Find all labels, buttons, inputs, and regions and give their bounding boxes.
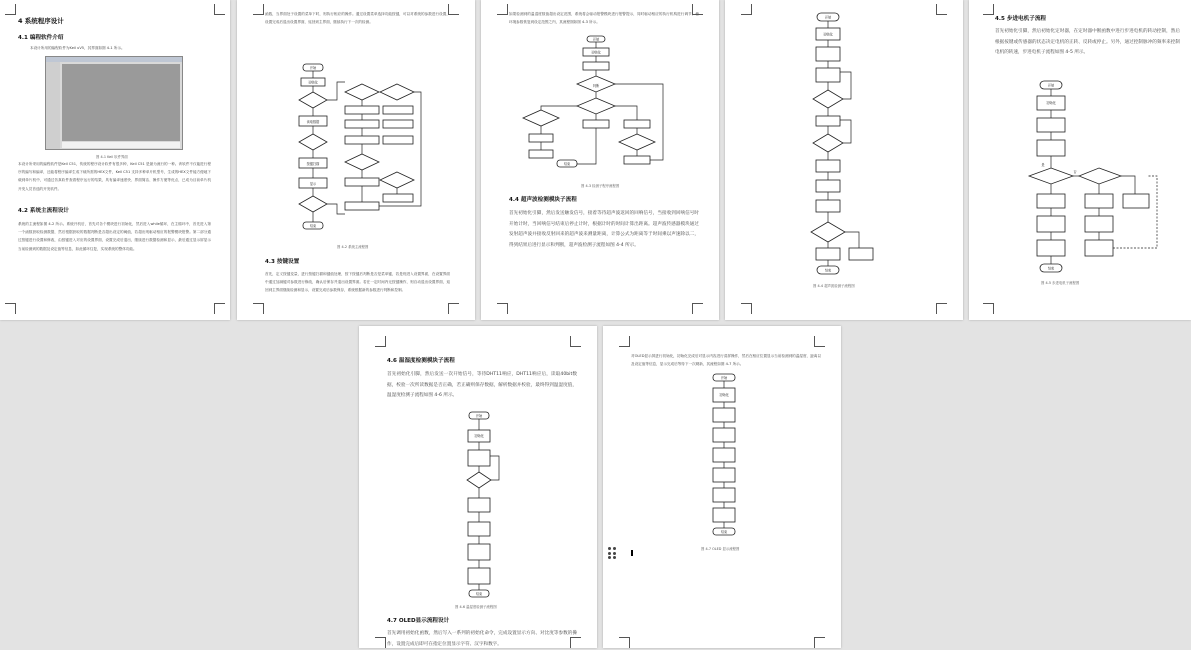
section-4-6-body: 首先初始化引脚，然后发送一次开始信号，等待DHT11响应，DHT11响应后，读取40bit数据，校验一次所读数据是否正确，若正确则保存数据，解析数据并校验，最终得到温湿度值，温湿度检测子流程如图 4-6 所示。: [387, 372, 577, 398]
section-4-6-title: 4.6 温湿度检测模块子流程: [387, 358, 455, 364]
flow-end-label: 结束: [309, 224, 317, 228]
document-page-4[interactable]: [725, 0, 963, 320]
page-2-top-text: 函数，当界面处于设置的菜单下时，则执行相应的操作。通过设置菜单选择功能按键，可以对系统的参数进行设置，设置完成后退出设置界面，返回到主界面，继续执行下一次的检测。: [265, 12, 450, 25]
flow7-start-label: 开始: [720, 375, 728, 380]
system-main-flowchart: [287, 62, 437, 242]
flow3-judge-label: 判断: [592, 84, 600, 88]
text-cursor-icon: [631, 550, 633, 556]
keil-software-screenshot: [45, 56, 183, 150]
flow5-end-label: 结束: [1047, 266, 1055, 271]
flow5-yes-label: 是: [1041, 163, 1045, 167]
flow3-end-label: 结束: [563, 162, 571, 166]
section-4-3-body: 首先，定义按键变量，进行按键扫描和键值处理，按下按键后判断是否是菜单键，若是则进入设置界面，在设置界面中通过加减键对参数进行修改，确认后保存并退出设置界面。若在一定时间内无按键操作，则自动退出设置界面，返回到主界面继续检测和显示，设置完成后参数保存，系统根据新的参数进行判断和控制。: [265, 272, 450, 293]
stepper-motor-flowchart: [1023, 78, 1183, 278]
drag-handle-icon[interactable]: [608, 547, 617, 559]
flow4-init-label: 初始化: [823, 32, 833, 37]
flow-start-label: 开始: [309, 66, 317, 70]
dht11-flowchart: [455, 410, 535, 600]
flow5-start-label: 开始: [1047, 83, 1055, 88]
figure-4-6-caption: 图 4-6 温湿度检测子流程图: [455, 605, 497, 609]
document-page-1[interactable]: [0, 0, 230, 320]
flow-init-label: 初始化: [308, 80, 318, 85]
document-page-7[interactable]: [603, 326, 841, 648]
flow6-end-label: 结束: [475, 592, 483, 596]
ultrasonic-flowchart: [803, 10, 913, 280]
figure-4-2-caption: 图 4-2 系统主流程图: [337, 245, 369, 249]
flow3-init-label: 初始化: [591, 50, 601, 55]
figure-4-7-caption: 图 4-7 OLED 显示流程图: [701, 547, 740, 551]
chapter-heading: 4 系统程序设计: [18, 17, 64, 25]
section-4-4-body: 首先初始化引脚，然后发送触发信号，接着等待超声波返回的回响信号，当接收到回响信号时开始计时，当回响信号结束后停止计时，根据计时的时间计算出距离。超声波传感器模块通过发射超声波并接收反射回来的超声波来测量距离，计算公式为距离等于时间乘以声速除以二，得到结果后进行显示和判断，超声波检测子流程如图 4-4 所示。: [509, 211, 699, 248]
flow5-init-label: 初始化: [1046, 101, 1056, 105]
flow-key-label: 按键扫描: [306, 162, 320, 166]
document-page-3[interactable]: [481, 0, 719, 320]
section-4-7-title: 4.7 OLED显示流程设计: [387, 618, 450, 624]
figure-4-1-caption: 图 4-1 Keil 软件界面: [96, 155, 128, 159]
flow6-start-label: 开始: [475, 413, 483, 418]
section-4-1-intro: 本设计所用的编程软件为Keil uV5，其界面如图 4-1 所示。: [30, 46, 125, 50]
section-4-5-body: 首先初始化引脚，然后初始化定时器，在定时器中断函数中进行步进电机的转动控制，然后根据按键或传感器的状态决定电机的正转、反转或停止。另外，通过控制脉冲的频率来控制电机的转速，步进电机子流程如图 4-5 所示。: [995, 29, 1180, 55]
document-page-2[interactable]: [237, 0, 475, 320]
section-4-5-title: 4.5 步进电机子流程: [995, 16, 1047, 22]
section-4-2-body: 系统的主流程如图 4-2 所示。系统开机后，首先对各个模块进行初始化，然后进入while循环，在主循环中，首先进入第一个函数获取检测数据，然后根据获取的数据判断是否超出设定的阈值，若超出则驱动相应的报警模块报警。第二部分通过按键进行设置和修改，由按键进入对应的设置界面，设置完成后退出，继续进行数据检测和显示，最后通过显示屏显示当前检测到的数据及设定值等信息，如此循环往复，实现系统的整体功能。: [18, 222, 211, 251]
flow-display-label: 显示: [309, 182, 317, 186]
flow3-start-label: 开始: [592, 37, 600, 42]
flow4-end-label: 结束: [824, 268, 832, 273]
flow6-init-label: 初始化: [474, 434, 484, 438]
page-3-top-text: 如果检测到的温湿度数值超出设定范围，系统将会驱动报警模块进行报警提示，同时驱动相应的执行机构进行调节，使环境参数恢复到设定范围之内，其流程图如图 4-3 所示。: [509, 12, 699, 25]
flow7-end-label: 结束: [720, 530, 728, 534]
document-page-6[interactable]: [359, 326, 597, 648]
section-4-1-title: 4.1 编程软件介绍: [18, 35, 64, 41]
page-7-top-text: 对OLED显示屏进行初始化，初始化完成后对显示内容进行清屏操作，然后在相应位置显示当前检测到的温湿度、距离以及设定值等信息，显示完成后等待下一次刷新，其流程如图 4-7 所示。: [631, 354, 821, 367]
flow-read-label: 读取数据: [306, 120, 320, 124]
flow7-init-label: 初始化: [719, 393, 729, 397]
section-4-4-title: 4.4 超声波检测模块子流程: [509, 197, 577, 203]
flow4-start-label: 开始: [824, 15, 832, 20]
section-4-7-body: 首先调用初始化函数，然后写入一系列的初始化命令，完成设置显示方向、对比度等参数的操作，设置完成后即可在指定位置显示字符、汉字和数字。: [387, 631, 577, 647]
detection-flowchart: [517, 34, 687, 174]
oled-flowchart: [699, 372, 779, 548]
section-4-3-title: 4.3 按键设置: [265, 259, 300, 265]
section-4-1-body: 本设计所采用的编程软件是Keil C51，传统的程序设计软件有很多种，Keil C51 是最为流行的一种。该软件不仅能进行程序的编写和编译，还能将程序编译生成下载所需的HEX文件，Keil C51 支持多种单片机型号，生成的HEX文件能方便地下载到单片机中，可通过仿真软件查看程序运行的结果，具有编译速度快、界面简洁、操作方便等优点，已成为目前单片机开发人员首选的开发软件。: [18, 162, 211, 191]
section-4-2-title: 4.2 系统主流程设计: [18, 208, 70, 214]
document-page-5[interactable]: [969, 0, 1191, 320]
figure-4-3-caption: 图 4-3 检测子程序流程图: [581, 184, 620, 188]
figure-4-5-caption: 图 4-5 步进电机子流程图: [1041, 281, 1080, 285]
figure-4-4-caption: 图 4-4 超声波检测子流程图: [813, 284, 855, 288]
flow5-no-label: 否: [1073, 170, 1077, 174]
